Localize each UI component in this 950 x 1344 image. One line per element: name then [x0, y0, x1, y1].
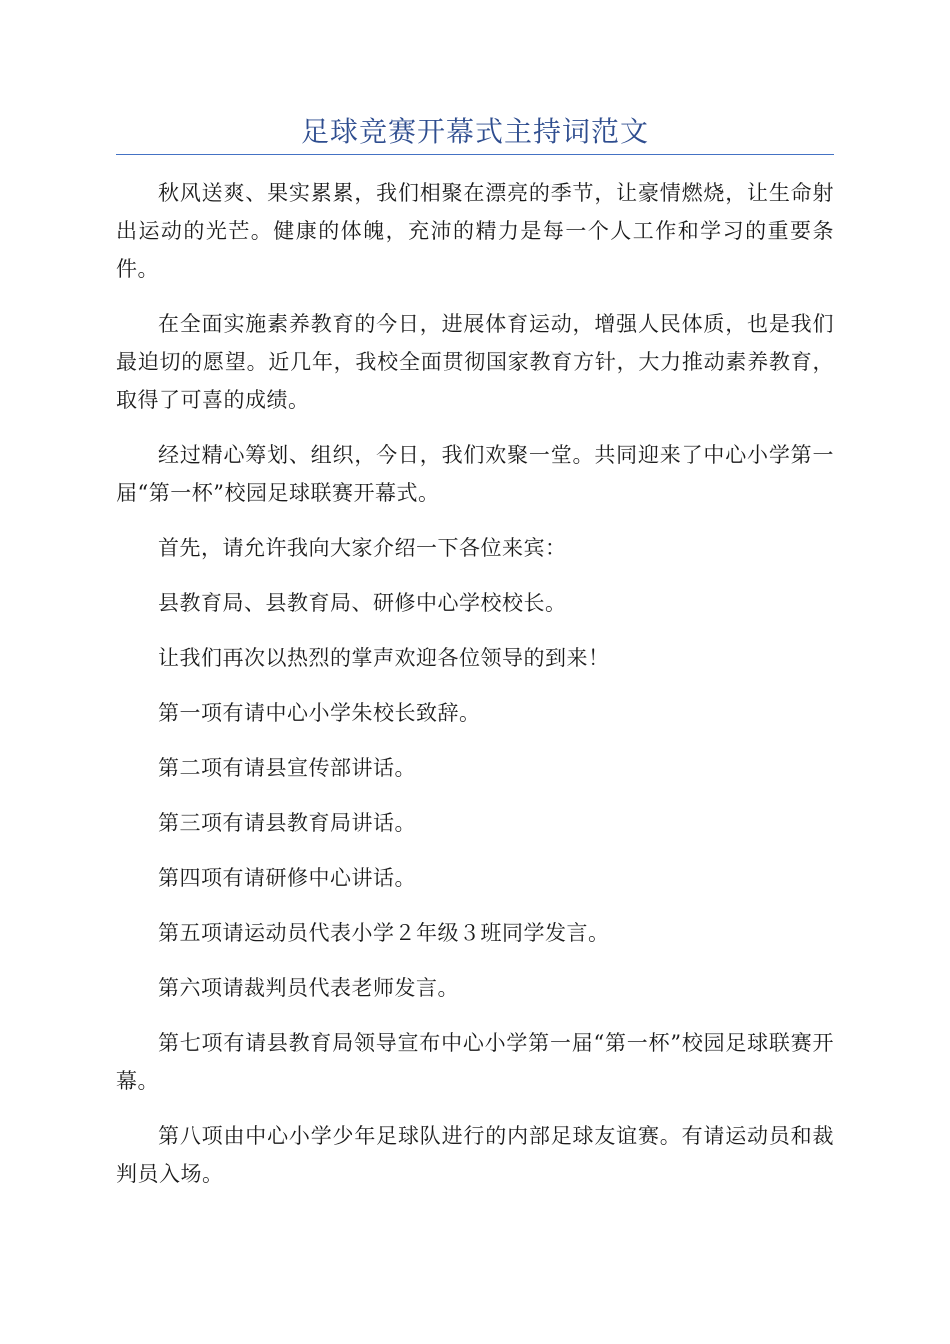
document-title: 足球竞赛开幕式主持词范文	[300, 115, 649, 148]
paragraph: 县教育局、县教育局、研修中心学校校长。	[158, 591, 567, 615]
title-underline	[116, 154, 834, 155]
paragraph: 让我们再次以热烈的掌声欢迎各位领导的到来！	[158, 646, 610, 670]
document-body	[116, 174, 834, 1210]
paragraph: 第四项有请研修中心讲话。	[158, 866, 416, 890]
paragraph: 第五项请运动员代表小学２年级３班同学发言。	[158, 921, 610, 945]
paragraph: 第三项有请县教育局讲话。	[158, 811, 416, 835]
paragraph: 在全面实施素养教育的今日，进展体育运动，增强人民体质，也是我们最迫切的愿望。近几年，我校全面贯彻国家教育方针，大力推动素养教育，取得了可喜的成绩。	[116, 312, 834, 412]
paragraph: 经过精心筹划、组织，今日，我们欢聚一堂。共同迎来了中心小学第一届“第一杯”校园足球联赛开幕式。	[116, 443, 834, 505]
paragraph: 第八项由中心小学少年足球队进行的内部足球友谊赛。有请运动员和裁判员入场。	[116, 1124, 834, 1186]
paragraph: 第六项请裁判员代表老师发言。	[158, 976, 459, 1000]
paragraph: 秋风送爽、果实累累，我们相聚在漂亮的季节，让豪情燃烧，让生命射出运动的光芒。健康的体魄，充沛的精力是每一个人工作和学习的重要条件。	[116, 181, 834, 281]
paragraph: 第二项有请县宣传部讲话。	[158, 756, 416, 780]
paragraph: 第七项有请县教育局领导宣布中心小学第一届“第一杯”校园足球联赛开幕。	[116, 1031, 834, 1093]
paragraph: 首先，请允许我向大家介绍一下各位来宾：	[158, 536, 567, 560]
paragraph: 第一项有请中心小学朱校长致辞。	[158, 701, 481, 725]
